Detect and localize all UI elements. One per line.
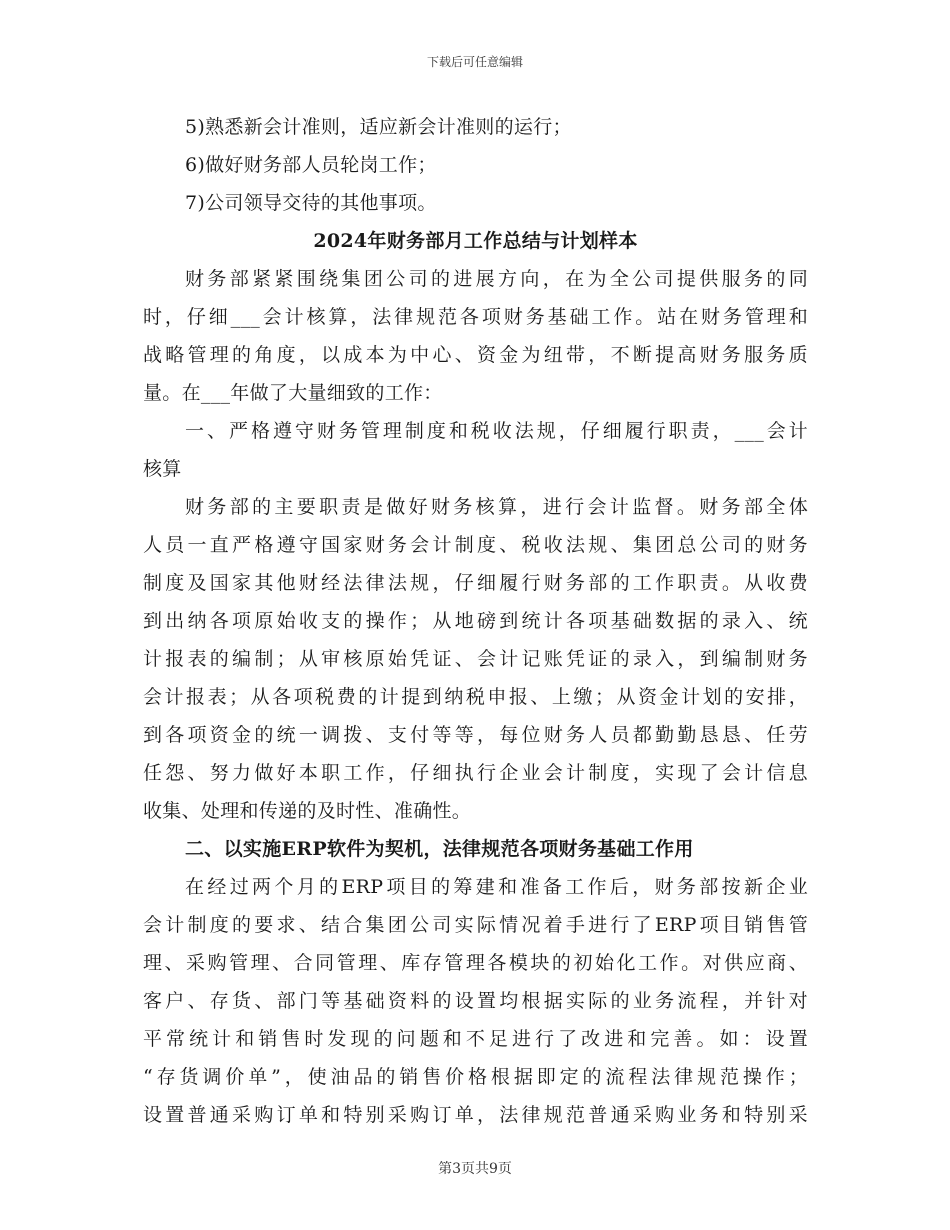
paragraph-line: 在经过两个月的ERP项目的筹建和准备工作后，财务部按新企业 [185, 876, 808, 898]
page-header: 下载后可任意编辑 [426, 55, 523, 69]
paragraph-line: 会计制度的要求、结合集团公司实际情况着手进行了ERP项目销售管 [143, 914, 808, 936]
document-title: 2024年财务部月工作总结与计划样本 [313, 230, 638, 252]
paragraph-line: 收集、处理和传递的及时性、准确性。 [143, 800, 472, 822]
list-item: 6)做好财务部人员轮岗工作； [185, 154, 437, 176]
section-heading: 核算 [143, 458, 182, 480]
paragraph-line: 任怨、努力做好本职工作，仔细执行企业会计制度，实现了会计信息 [143, 762, 808, 784]
paragraph-line: 制度及国家其他财经法律法规，仔细履行财务部的工作职责。从收费 [143, 572, 808, 594]
paragraph-line: 到各项资金的统一调拨、支付等等，每位财务人员都勤勤恳恳、任劳 [143, 724, 808, 746]
paragraph-line: 时，仔细___会计核算，法律规范各项财务基础工作。站在财务管理和 [143, 306, 808, 328]
paragraph-line: 设置普通采购订单和特别采购订单，法律规范普通采购业务和特别采 [143, 1104, 808, 1126]
paragraph-line: “存货调价单”，使油品的销售价格根据即定的流程法律规范操作； [143, 1066, 808, 1088]
paragraph-line: 财务部紧紧围绕集团公司的进展方向，在为全公司提供服务的同 [185, 268, 808, 290]
list-item: 7)公司领导交待的其他事项。 [185, 192, 437, 214]
paragraph-line: 理、采购管理、合同管理、库存管理各模块的初始化工作。对供应商、 [143, 952, 808, 974]
paragraph-line: 财务部的主要职责是做好财务核算，进行会计监督。财务部全体 [185, 496, 808, 518]
paragraph-line: 人员一直严格遵守国家财务会计制度、税收法规、集团总公司的财务 [143, 534, 808, 556]
paragraph-line: 会计报表；从各项税费的计提到纳税申报、上缴；从资金计划的安排， [143, 686, 808, 708]
paragraph-line: 平常统计和销售时发现的问题和不足进行了改进和完善。如：设置 [143, 1028, 808, 1050]
section-heading: 一、严格遵守财务管理制度和税收法规，仔细履行职责，___会计 [185, 420, 808, 442]
paragraph-line: 战略管理的角度，以成本为中心、资金为纽带，不断提高财务服务质 [143, 344, 808, 366]
list-item: 5)熟悉新会计准则，适应新会计准则的运行； [185, 116, 572, 138]
paragraph-line: 量。在___年做了大量细致的工作： [143, 382, 443, 404]
document-body [143, 108, 808, 1134]
paragraph-line: 计报表的编制；从审核原始凭证、会计记账凭证的录入，到编制财务 [143, 648, 808, 670]
paragraph-line: 到出纳各项原始收支的操作；从地磅到统计各项基础数据的录入、统 [143, 610, 808, 632]
paragraph-line: 客户、存货、部门等基础资料的设置均根据实际的业务流程，并针对 [143, 990, 808, 1012]
section-heading: 二、以实施ERP软件为契机，法律规范各项财务基础工作用 [185, 838, 694, 860]
page-number: 第3页共9页 [438, 1161, 512, 1177]
